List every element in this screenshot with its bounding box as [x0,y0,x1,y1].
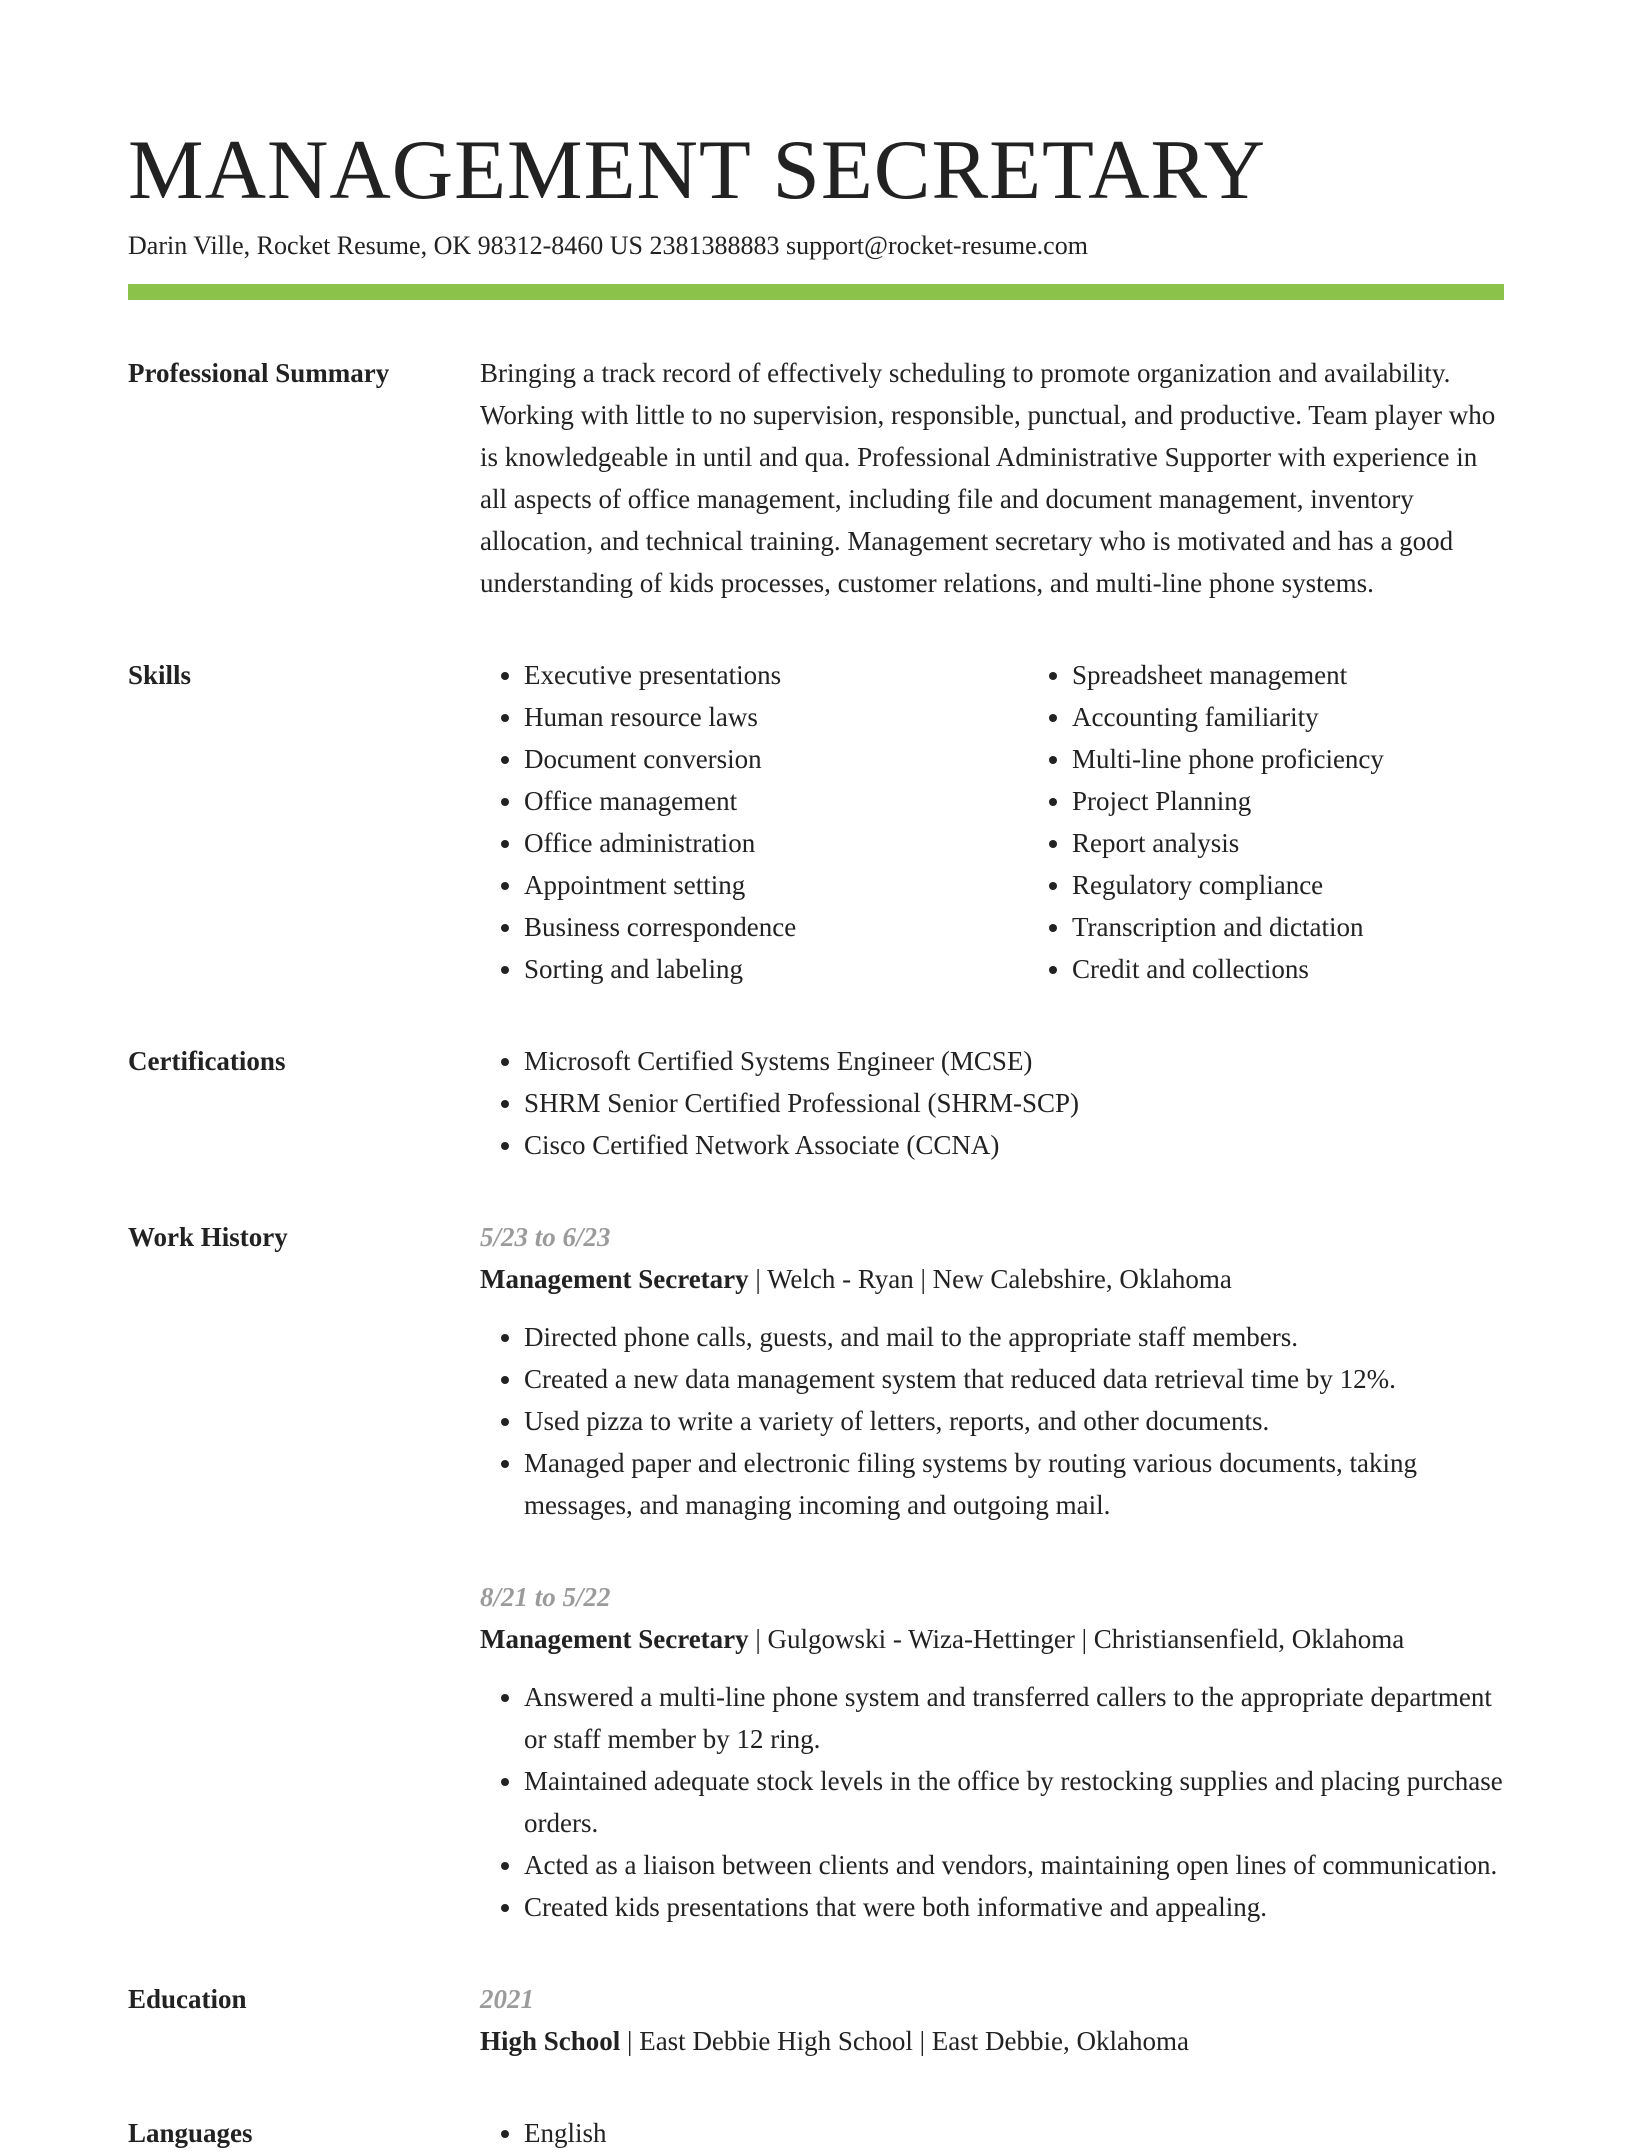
job-title: Management Secretary [480,1264,749,1294]
contact-phone: 2381388883 [649,231,780,260]
contact-email: support@rocket-resume.com [786,231,1088,260]
skill-item: • Office management [524,780,1028,822]
job-bullets [480,1676,1504,1928]
job-bullet: • Acted as a liaison between clients and vendors, maintaining open lines of communication. [524,1844,1504,1886]
job-bullet: • Created a new data management system that reduced data retrieval time by 12%. [524,1358,1504,1400]
section-label-languages: Languages [128,2118,253,2148]
summary-text: Bringing a track record of effectively scheduling to promote organization and availability. Working with little to no supervision, responsible, punctual, and productive. Team player who is knowledgeable in until and qua. Professional Administrative Supporter with experience in all aspects of office management, including file and document management, inventory allocation, and technical training. Management secretary who is motivated and has a good understanding of kids processes, customer relations, and multi-line phone systems. [480,358,1496,598]
section-label-summary: Professional Summary [128,358,390,388]
job-heading [480,1618,1504,1660]
skill-item: • Office administration [524,822,1028,864]
skills-column-2 [1028,654,1576,990]
skills-column-1 [480,654,1028,990]
skill-item: • Appointment setting [524,864,1028,906]
job-details: | Gulgowski - Wiza-Hettinger | Christiansenfield, Oklahoma [748,1624,1405,1654]
skill-item: • Business correspondence [524,906,1028,948]
contact-line [128,228,1504,264]
job-bullet: • Created kids presentations that were both informative and appealing. [524,1886,1504,1928]
skill-item: • Credit and collections [1072,948,1576,990]
accent-divider [128,284,1504,300]
job-entry [480,1576,1504,1928]
section-label-work-history: Work History [128,1222,288,1252]
job-heading [480,1258,1504,1300]
work-history-section [128,1216,1504,1928]
skill-item: • Executive presentations [524,654,1028,696]
job-bullet: • Managed paper and electronic filing systems by routing various documents, taking messages, and managing incoming and outgoing mail. [524,1442,1504,1526]
certification-list [480,1040,1504,1166]
job-bullet: • Maintained adequate stock levels in the office by restocking supplies and placing purchase orders. [524,1760,1504,1844]
job-entry [480,1216,1504,1526]
certification-item: • Cisco Certified Network Associate (CCNA) [524,1124,1504,1166]
language-list [480,2112,1504,2154]
job-details: | Welch - Ryan | New Calebshire, Oklahoma [748,1264,1232,1294]
skill-item: • Human resource laws [524,696,1028,738]
skill-item: • Sorting and labeling [524,948,1028,990]
job-bullet: • Directed phone calls, guests, and mail to the appropriate staff members. [524,1316,1504,1358]
skill-item: • Project Planning [1072,780,1576,822]
skill-item: • Report analysis [1072,822,1576,864]
section-label-skills: Skills [128,660,192,690]
certification-item: • Microsoft Certified Systems Engineer (MCSE) [524,1040,1504,1082]
skills-section [128,654,1504,990]
job-dates: 8/21 to 5/22 [480,1582,611,1612]
job-dates: 5/23 to 6/23 [480,1222,611,1252]
languages-section [128,2112,1504,2154]
skill-item: • Multi-line phone proficiency [1072,738,1576,780]
skill-item: • Document conversion [524,738,1028,780]
job-bullet: • Used pizza to write a variety of letters, reports, and other documents. [524,1400,1504,1442]
education-degree: High School [480,2026,621,2056]
job-title: Management Secretary [480,1624,749,1654]
skill-item: • Spreadsheet management [1072,654,1576,696]
section-label-education: Education [128,1984,247,2014]
education-section [128,1978,1504,2062]
skill-item: • Transcription and dictation [1072,906,1576,948]
certification-item: • SHRM Senior Certified Professional (SHRM-SCP) [524,1082,1504,1124]
resume-page [128,120,1504,2154]
education-year: 2021 [480,1984,534,2014]
education-details: | East Debbie High School | East Debbie, Oklahoma [620,2026,1189,2056]
education-heading [480,2020,1504,2062]
skill-item: • Accounting familiarity [1072,696,1576,738]
contact-address: Darin Ville, Rocket Resume, OK 98312-8460 US [128,231,644,260]
job-bullet: • Answered a multi-line phone system and transferred callers to the appropriate department or staff member by 12 ring. [524,1676,1504,1760]
section-label-certifications: Certifications [128,1046,286,1076]
summary-section [128,352,1504,604]
resume-name: MANAGEMENT SECRETARY [128,123,1266,217]
job-bullets [480,1316,1504,1526]
certifications-section [128,1040,1504,1166]
skill-item: • Regulatory compliance [1072,864,1576,906]
language-item: • English [524,2112,1504,2154]
